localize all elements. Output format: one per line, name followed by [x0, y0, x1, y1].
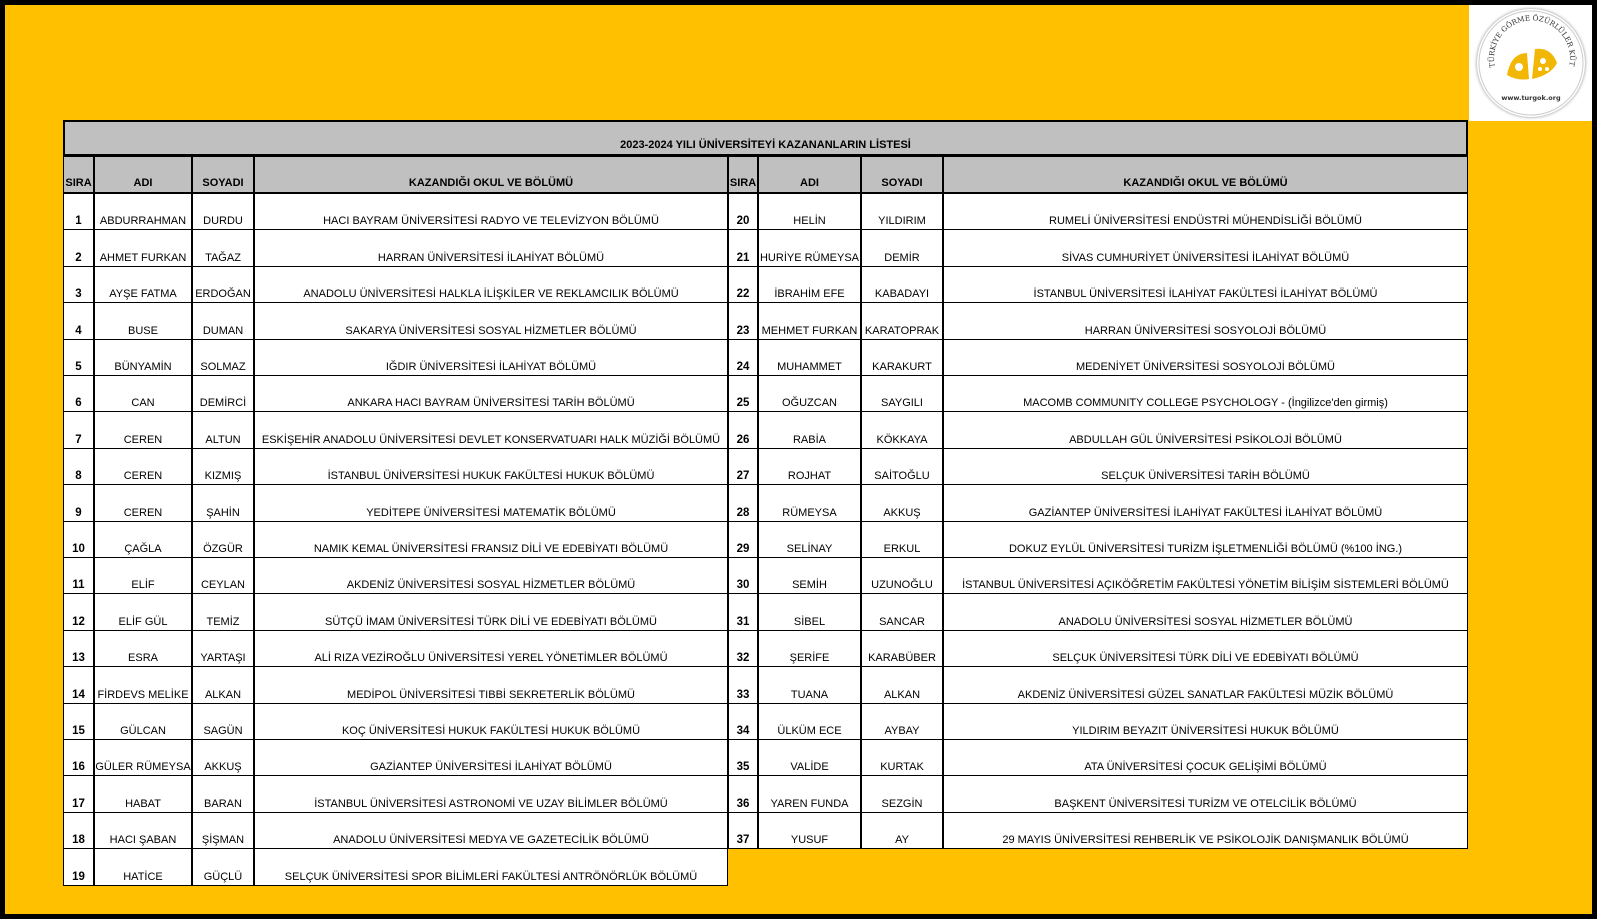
header-okul-right: KAZANDIĞI OKUL VE BÖLÜMÜ — [943, 156, 1468, 193]
left-row-4-okul: SAKARYA ÜNİVERSİTESİ SOSYAL HİZMETLER BÖLÜMÜ — [254, 302, 728, 339]
header-soyadi-left: SOYADI — [192, 156, 254, 193]
left-row-2-no: 2 — [63, 229, 94, 266]
right-row-1-okul: RUMELİ ÜNİVERSİTESİ ENDÜSTRİ MÜHENDİSLİĞİ BÖLÜMÜ — [943, 193, 1468, 230]
left-row-11-okul: AKDENİZ ÜNİVERSİTESİ SOSYAL HİZMETLER BÖLÜMÜ — [254, 557, 728, 594]
header-adi-right: ADI — [758, 156, 861, 193]
left-row-4-adi: BUSE — [94, 302, 192, 339]
right-row-7-no: 26 — [728, 411, 758, 448]
left-row-2-soyadi: TAĞAZ — [192, 229, 254, 266]
left-row-6-soyadi: DEMİRCİ — [192, 375, 254, 412]
logo-panel — [1469, 5, 1592, 121]
left-row-14-adi: FİRDEVS MELİKE — [94, 666, 192, 703]
right-row-17-no: 36 — [728, 775, 758, 812]
left-row-1-no: 1 — [63, 193, 94, 230]
left-row-17-no: 17 — [63, 775, 94, 812]
right-row-8-soyadi: SAİTOĞLU — [861, 448, 943, 485]
left-row-1-soyadi: DURDU — [192, 193, 254, 230]
right-row-15-okul: YILDIRIM BEYAZIT ÜNİVERSİTESİ HUKUK BÖLÜMÜ — [943, 703, 1468, 740]
right-row-18-adi: YUSUF — [758, 812, 861, 849]
right-row-3-soyadi: KABADAYI — [861, 266, 943, 303]
right-row-5-no: 24 — [728, 339, 758, 376]
left-row-8-adi: CEREN — [94, 448, 192, 485]
turgok-logo — [1477, 9, 1585, 117]
right-row-15-soyadi: AYBAY — [861, 703, 943, 740]
left-row-6-no: 6 — [63, 375, 94, 412]
right-row-12-soyadi: SANCAR — [861, 593, 943, 630]
left-row-19-okul: SELÇUK ÜNİVERSİTESİ SPOR BİLİMLERİ FAKÜLTESİ ANTRÖNÖRLÜK BÖLÜMÜ — [254, 848, 728, 885]
right-row-9-soyadi: AKKUŞ — [861, 484, 943, 521]
right-row-14-soyadi: ALKAN — [861, 666, 943, 703]
left-row-13-no: 13 — [63, 630, 94, 667]
left-row-13-soyadi: YARTAŞI — [192, 630, 254, 667]
left-row-3-no: 3 — [63, 266, 94, 303]
left-row-19-soyadi: GÜÇLÜ — [192, 848, 254, 885]
left-row-3-soyadi: ERDOĞAN — [192, 266, 254, 303]
left-row-2-adi: AHMET FURKAN — [94, 229, 192, 266]
right-row-8-no: 27 — [728, 448, 758, 485]
right-row-18-okul: 29 MAYIS ÜNİVERSİTESİ REHBERLİK VE PSİKOLOJİK DANIŞMANLIK BÖLÜMÜ — [943, 812, 1468, 849]
right-row-12-adi: SİBEL — [758, 593, 861, 630]
right-row-16-no: 35 — [728, 739, 758, 776]
right-row-5-soyadi: KARAKURT — [861, 339, 943, 376]
right-row-14-no: 33 — [728, 666, 758, 703]
left-row-6-adi: CAN — [94, 375, 192, 412]
right-row-18-soyadi: AY — [861, 812, 943, 849]
left-row-12-no: 12 — [63, 593, 94, 630]
right-row-15-no: 34 — [728, 703, 758, 740]
right-row-16-soyadi: KURTAK — [861, 739, 943, 776]
right-row-12-okul: ANADOLU ÜNİVERSİTESİ SOSYAL HİZMETLER BÖLÜMÜ — [943, 593, 1468, 630]
right-row-12-no: 31 — [728, 593, 758, 630]
right-row-4-adi: MEHMET FURKAN — [758, 302, 861, 339]
left-row-15-okul: KOÇ ÜNİVERSİTESİ HUKUK FAKÜLTESİ HUKUK BÖLÜMÜ — [254, 703, 728, 740]
left-row-8-okul: İSTANBUL ÜNİVERSİTESİ HUKUK FAKÜLTESİ HUKUK BÖLÜMÜ — [254, 448, 728, 485]
left-row-14-okul: MEDİPOL ÜNİVERSİTESİ TIBBİ SEKRETERLİK BÖLÜMÜ — [254, 666, 728, 703]
right-row-17-okul: BAŞKENT ÜNİVERSİTESİ TURİZM VE OTELCİLİK BÖLÜMÜ — [943, 775, 1468, 812]
right-row-9-adi: RÜMEYSA — [758, 484, 861, 521]
logo-url: www.turgok.org — [1501, 94, 1561, 102]
left-row-12-soyadi: TEMİZ — [192, 593, 254, 630]
left-row-7-adi: CEREN — [94, 411, 192, 448]
left-row-7-soyadi: ALTUN — [192, 411, 254, 448]
left-row-16-no: 16 — [63, 739, 94, 776]
right-row-9-okul: GAZİANTEP ÜNİVERSİTESİ İLAHİYAT FAKÜLTESİ İLAHİYAT BÖLÜMÜ — [943, 484, 1468, 521]
right-row-2-no: 21 — [728, 229, 758, 266]
right-row-16-okul: ATA ÜNİVERSİTESİ ÇOCUK GELİŞİMİ BÖLÜMÜ — [943, 739, 1468, 776]
right-row-4-okul: HARRAN ÜNİVERSİTESİ SOSYOLOJİ BÖLÜMÜ — [943, 302, 1468, 339]
left-row-3-adi: AYŞE FATMA — [94, 266, 192, 303]
right-row-10-no: 29 — [728, 521, 758, 558]
left-row-17-okul: İSTANBUL ÜNİVERSİTESİ ASTRONOMİ VE UZAY BİLİMLER BÖLÜMÜ — [254, 775, 728, 812]
left-row-2-okul: HARRAN ÜNİVERSİTESİ İLAHİYAT BÖLÜMÜ — [254, 229, 728, 266]
left-row-11-no: 11 — [63, 557, 94, 594]
right-row-2-adi: HURİYE RÜMEYSA — [758, 229, 861, 266]
right-row-5-adi: MUHAMMET — [758, 339, 861, 376]
right-row-7-soyadi: KÖKKAYA — [861, 411, 943, 448]
right-row-6-soyadi: SAYGILI — [861, 375, 943, 412]
left-row-15-soyadi: SAGÜN — [192, 703, 254, 740]
left-row-8-no: 8 — [63, 448, 94, 485]
left-row-19-adi: HATİCE — [94, 848, 192, 885]
right-row-7-adi: RABİA — [758, 411, 861, 448]
left-row-5-okul: IĞDIR ÜNİVERSİTESİ İLAHİYAT BÖLÜMÜ — [254, 339, 728, 376]
left-row-11-adi: ELİF — [94, 557, 192, 594]
right-row-4-no: 23 — [728, 302, 758, 339]
right-row-10-soyadi: ERKUL — [861, 521, 943, 558]
logo-emblem-icon — [1477, 9, 1585, 117]
left-row-11-soyadi: CEYLAN — [192, 557, 254, 594]
left-row-3-okul: ANADOLU ÜNİVERSİTESİ HALKLA İLİŞKİLER VE REKLAMCILIK BÖLÜMÜ — [254, 266, 728, 303]
left-row-7-no: 7 — [63, 411, 94, 448]
right-row-14-okul: AKDENİZ ÜNİVERSİTESİ GÜZEL SANATLAR FAKÜLTESİ MÜZİK BÖLÜMÜ — [943, 666, 1468, 703]
right-row-1-soyadi: YILDIRIM — [861, 193, 943, 230]
left-row-7-okul: ESKİŞEHİR ANADOLU ÜNİVERSİTESİ DEVLET KONSERVATUARI HALK MÜZİĞİ BÖLÜMÜ — [254, 411, 728, 448]
right-row-13-adi: ŞERİFE — [758, 630, 861, 667]
header-soyadi-right: SOYADI — [861, 156, 943, 193]
right-row-6-no: 25 — [728, 375, 758, 412]
right-row-18-no: 37 — [728, 812, 758, 849]
right-row-4-soyadi: KARATOPRAK — [861, 302, 943, 339]
right-row-1-no: 20 — [728, 193, 758, 230]
left-row-12-adi: ELİF GÜL — [94, 593, 192, 630]
right-row-10-okul: DOKUZ EYLÜL ÜNİVERSİTESİ TURİZM İŞLETMENLİĞİ BÖLÜMÜ (%100 İNG.) — [943, 521, 1468, 558]
right-row-17-soyadi: SEZGİN — [861, 775, 943, 812]
header-sira-left: SIRA — [63, 156, 94, 193]
left-row-15-adi: GÜLCAN — [94, 703, 192, 740]
right-row-9-no: 28 — [728, 484, 758, 521]
right-row-10-adi: SELİNAY — [758, 521, 861, 558]
left-row-6-okul: ANKARA HACI BAYRAM ÜNİVERSİTESİ TARİH BÖLÜMÜ — [254, 375, 728, 412]
left-row-1-okul: HACI BAYRAM ÜNİVERSİTESİ RADYO VE TELEVİZYON BÖLÜMÜ — [254, 193, 728, 230]
left-row-18-okul: ANADOLU ÜNİVERSİTESİ MEDYA VE GAZETECİLİK BÖLÜMÜ — [254, 812, 728, 849]
left-row-4-no: 4 — [63, 302, 94, 339]
right-row-16-adi: VALİDE — [758, 739, 861, 776]
right-row-6-okul: MACOMB COMMUNITY COLLEGE PSYCHOLOGY - (İngilizce'den girmiş) — [943, 375, 1468, 412]
left-row-12-okul: SÜTÇÜ İMAM ÜNİVERSİTESİ TÜRK DİLİ VE EDEBİYATI BÖLÜMÜ — [254, 593, 728, 630]
header-adi-left: ADI — [94, 156, 192, 193]
right-row-11-soyadi: UZUNOĞLU — [861, 557, 943, 594]
left-row-16-okul: GAZİANTEP ÜNİVERSİTESİ İLAHİYAT BÖLÜMÜ — [254, 739, 728, 776]
table-title: 2023-2024 YILI ÜNİVERSİTEYİ KAZANANLARIN LİSTESİ — [63, 120, 1468, 156]
right-row-11-adi: SEMİH — [758, 557, 861, 594]
left-row-18-soyadi: ŞİŞMAN — [192, 812, 254, 849]
left-row-5-adi: BÜNYAMİN — [94, 339, 192, 376]
right-row-7-okul: ABDULLAH GÜL ÜNİVERSİTESİ PSİKOLOJİ BÖLÜMÜ — [943, 411, 1468, 448]
right-row-13-okul: SELÇUK ÜNİVERSİTESİ TÜRK DİLİ VE EDEBİYATI BÖLÜMÜ — [943, 630, 1468, 667]
left-row-9-adi: CEREN — [94, 484, 192, 521]
left-row-16-soyadi: AKKUŞ — [192, 739, 254, 776]
left-row-15-no: 15 — [63, 703, 94, 740]
left-row-9-soyadi: ŞAHİN — [192, 484, 254, 521]
left-row-9-no: 9 — [63, 484, 94, 521]
left-row-18-adi: HACI ŞABAN — [94, 812, 192, 849]
header-sira-right: SIRA — [728, 156, 758, 193]
right-row-13-soyadi: KARABÜBER — [861, 630, 943, 667]
right-row-8-okul: SELÇUK ÜNİVERSİTESİ TARİH BÖLÜMÜ — [943, 448, 1468, 485]
right-row-5-okul: MEDENİYET ÜNİVERSİTESİ SOSYOLOJİ BÖLÜMÜ — [943, 339, 1468, 376]
left-row-13-adi: ESRA — [94, 630, 192, 667]
right-row-11-no: 30 — [728, 557, 758, 594]
left-row-10-no: 10 — [63, 521, 94, 558]
left-row-10-adi: ÇAĞLA — [94, 521, 192, 558]
right-row-1-adi: HELİN — [758, 193, 861, 230]
left-row-10-soyadi: ÖZGÜR — [192, 521, 254, 558]
left-row-5-no: 5 — [63, 339, 94, 376]
right-row-15-adi: ÜLKÜM ECE — [758, 703, 861, 740]
left-row-14-no: 14 — [63, 666, 94, 703]
right-row-11-okul: İSTANBUL ÜNİVERSİTESİ AÇIKÖĞRETİM FAKÜLTESİ YÖNETİM BİLİŞİM SİSTEMLERİ BÖLÜMÜ — [943, 557, 1468, 594]
left-row-10-okul: NAMIK KEMAL ÜNİVERSİTESİ FRANSIZ DİLİ VE EDEBİYATI BÖLÜMÜ — [254, 521, 728, 558]
left-row-17-adi: HABAT — [94, 775, 192, 812]
left-row-18-no: 18 — [63, 812, 94, 849]
right-row-17-adi: YAREN FUNDA — [758, 775, 861, 812]
right-row-8-adi: ROJHAT — [758, 448, 861, 485]
logo-arc-text: TÜRKİYE GÖRME ÖZÜRLÜLER KÜT — [1486, 13, 1578, 69]
left-row-4-soyadi: DUMAN — [192, 302, 254, 339]
right-row-3-okul: İSTANBUL ÜNİVERSİTESİ İLAHİYAT FAKÜLTESİ İLAHİYAT BÖLÜMÜ — [943, 266, 1468, 303]
right-row-14-adi: TUANA — [758, 666, 861, 703]
left-row-14-soyadi: ALKAN — [192, 666, 254, 703]
left-row-8-soyadi: KIZMIŞ — [192, 448, 254, 485]
right-row-3-adi: İBRAHİM EFE — [758, 266, 861, 303]
right-row-3-no: 22 — [728, 266, 758, 303]
header-okul-left: KAZANDIĞI OKUL VE BÖLÜMÜ — [254, 156, 728, 193]
left-row-17-soyadi: BARAN — [192, 775, 254, 812]
right-row-2-soyadi: DEMİR — [861, 229, 943, 266]
left-row-19-no: 19 — [63, 848, 94, 885]
left-row-13-okul: ALİ RIZA VEZİROĞLU ÜNİVERSİTESİ YEREL YÖNETİMLER BÖLÜMÜ — [254, 630, 728, 667]
right-row-6-adi: OĞUZCAN — [758, 375, 861, 412]
right-row-2-okul: SİVAS CUMHURİYET ÜNİVERSİTESİ İLAHİYAT BÖLÜMÜ — [943, 229, 1468, 266]
left-row-5-soyadi: SOLMAZ — [192, 339, 254, 376]
left-row-9-okul: YEDİTEPE ÜNİVERSİTESİ MATEMATİK BÖLÜMÜ — [254, 484, 728, 521]
left-row-1-adi: ABDURRAHMAN — [94, 193, 192, 230]
left-row-16-adi: GÜLER RÜMEYSA — [94, 739, 192, 776]
right-row-13-no: 32 — [728, 630, 758, 667]
